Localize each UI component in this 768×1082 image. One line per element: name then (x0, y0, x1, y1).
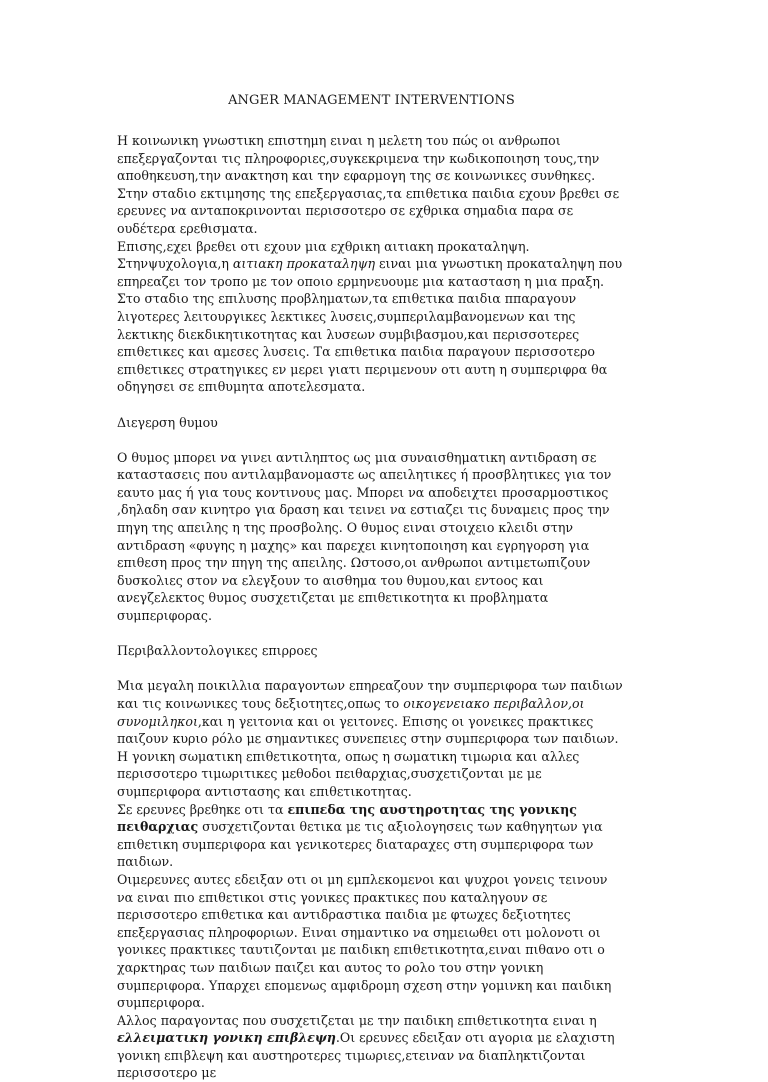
text-run: Μια μεγαλη ποικιλλια παραγοντων επηρεαζουν την συμπεριφορα των παιδιων και τις κοινωνικες τους δεξιοτητες,οπως το (117, 678, 623, 711)
page-title: ANGER MANAGEMENT INTERVENTIONS (228, 93, 515, 108)
intro-paragraph-1: Η κοινωνικη γνωστικη επιστημη ειναι η μελετη του πώς οι ανθρωποι επεξεργαζονται τις πληροφοριες,συγκεκριμενα την κωδικοποιηση τους,την αποθηκευση,την ανακτηση και την εφαρμογη της σε κοινωνικες συνθηκες. (117, 133, 600, 184)
spacer (117, 660, 626, 678)
environment-paragraph-5 (117, 1012, 626, 1082)
environment-paragraph-2: Η γονικη σωματικη επιθετικοτητα, οπως η σωματικη τιμωρια και αλλες περισσοτερο τιμωριτικες μεθοδοι πειθαρχιας,συσχετιζονται με με συμπεριφορα αντιστασης και επιθετικοτητας. (117, 748, 580, 799)
italic-term-causal-bias: αιτιακη προκαταληψη (232, 256, 376, 272)
text-run: Επισης,εχει βρεθει οτι εχουν μια εχθρικη αιτιακη προκαταληψη. Στηνψυχολογια,η (117, 238, 530, 272)
text-run: ,και η γειτονια και οι γειτονες. Επισης οι γονεικες πρακτικες παιζουν κυριο ρόλο με σημαντικες συνεπειες στην συμπεριφορα των παιδιων. (117, 713, 619, 747)
italic-term-family-environment: οικογενειακο περιβαλλον,οι συνομιληκοι (117, 696, 585, 729)
text-run: .Οι ερευνες εδειξαν οτι αγορια με ελαχιστη γονικη επιβλεψη και αυστηροτερες τιμωριες,ετειναν να διαπληκτιζονται περισσοτερο με (117, 1030, 615, 1081)
environment-paragraph-1 (117, 677, 626, 747)
section-heading-anger-arousal: Διεγερση θυμου (117, 414, 218, 430)
environment-paragraph-3 (117, 801, 626, 871)
text-run: ειναι μια γνωστικη προκαταληψη που επηρεαζει τον τροπο με τον οποιο ερμηνευουμε μια κατασταση η μια πραξη. (117, 256, 623, 289)
intro-paragraph-4: Στο σταδιο της επιλυσης προβληματων,τα επιθετικα παιδια ππαραγουν λιγοτερες λειτουργικες λεκτικες λυσεις,συμπεριλαμβανομενων και της λεκτικης διεκδικητικοτητας και λυσεων συμβιβασμου,και περισσοτερες επιθετικες και αμεσες λυσεις. Τα επιθετικα παιδια παραγουν περισσοτερο επιθετικες στρατηγικες εν μερει γιατι περιμενουν οτι αυτη η συμπεριφρα θα οδηγησει σε επιθυμητα αποτελεσματα. (117, 291, 608, 395)
environment-paragraph-4: Οιμερευνες αυτες εδειξαν οτι οι μη εμπλεκομενοι και ψυχροι γονεις τεινουν να ειναι πιο επιθετικοι στις γονικες πρακτικες που καταληγουν σε περισσοτερο επιθετικα και αντιδραστικα παιδια με φτωχες δεξιοτητες επεξεργασιας πληροφοριων. Ειναι σημαντικο να σημειωθει οτι μολονοτι οι γονικες πρακτικες ταυτιζονται με παιδικη επιθετικοτητα,ειναι πιθανο οτι ο χαρκτηρας των παιδιων παιζει και αυτος το ρολο του στην γονικη συμπεριφορα. Υπαρχει επομενως αμφιδρομη σχεση στην γομινκη και παιδικη συμπεριφορα. (117, 871, 612, 1011)
arousal-paragraph-1: Ο θυμος μπορει να γινει αντιληπτος ως μια συναισθηματικη αντιδραση σε καταστασεις που αντιλαμβανομαστε ως απειλητικες ή προσβλητικες για τον εαυτο μας ή για τους κοντινους μας. Μπορει να αποδειχτει προσαρμοστικος ,δηλαδη σαν κινητρο για δραση και τεινει να εστιαζει τις δυναμεις προς την πηγη της απειλης η της προσβολης. Ο θυμος ειναι στοιχειο κλειδι στην αντιδραση «φυγης η μαχης» και παρεχει κινητοποιηση και εγρηγορση για επιθεση προς την πηγη της απειλης. Ωστοσο,οι ανθρωποι αντιμετωπιζουν δυσκολιες στον να ελεγξουν το αισθημα του θυμου,και εντοος και ανεγζελεκτος θυμος συσχετιζεται με επιθετικοτητα κι προβληματα συμπεριφορας. (117, 449, 612, 624)
section-heading-environmental-influences: Περιβαλλοντολογικες επιρροες (117, 643, 318, 659)
intro-paragraph-3 (117, 238, 626, 291)
text-run: Αλλος παραγοντας που συσχετιζεται με την παιδικη επιθετικοτητα ειναι η (117, 1012, 597, 1028)
spacer (117, 396, 626, 414)
bold-term-discipline-severity: επιπεδα της αυστηροτητας της γονικης πειθαρχιας (117, 801, 577, 835)
bold-italic-term-supervision: ελλειματικη γονικη επιβλεψη (117, 1030, 336, 1046)
spacer (117, 625, 626, 643)
text-run: συσχετιζονται θετικα με τις αξιολογησεις των καθηγητων για επιθετικη συμπεριφορα και γενικοτερες διαταραχες στη συμπεριφορα των παιδιων. (117, 819, 603, 870)
text-run: Σε ερευνες βρεθηκε οτι τα (117, 801, 288, 817)
intro-paragraph-2: Στην σταδιο εκτιμησης της επεξεργασιας,τα επιθετικα παιδια εχουν βρεθει σε ερευνες να ανταποκρινονται περισσοτερο σε εχθρικα σημαδια παρα σε ουδέτερα ερεθισματα. (117, 185, 620, 236)
spacer (117, 431, 626, 449)
